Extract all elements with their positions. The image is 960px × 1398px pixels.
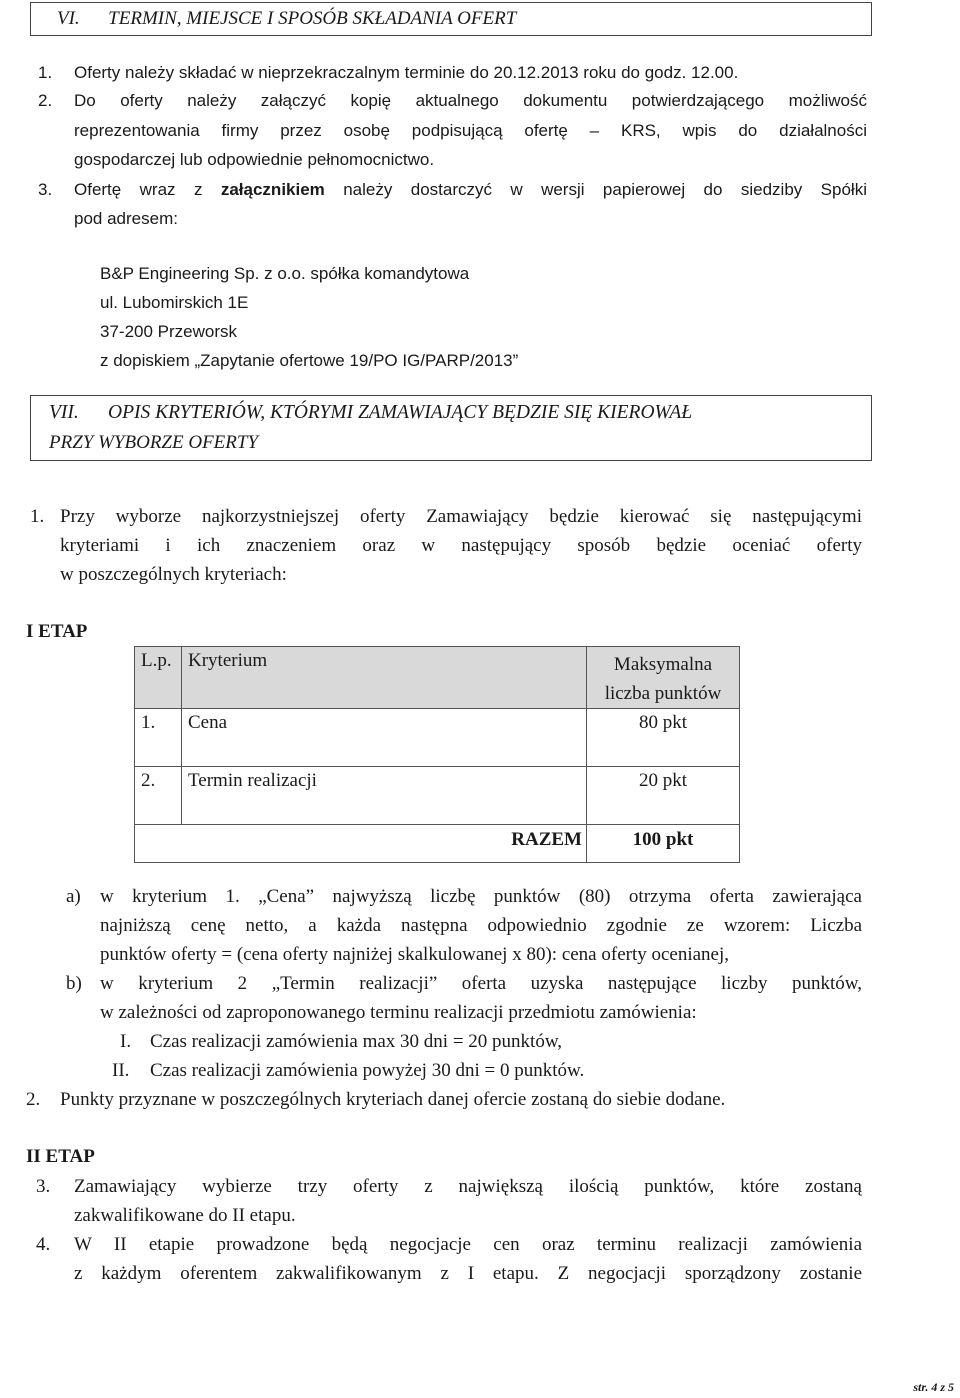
para-1-line-1: Przy wyborze najkorzystniejszej oferty Zamawiający będzie kierować się następującymi <box>60 506 862 527</box>
table-total-row <box>135 825 740 863</box>
point-a-line-3: punktów oferty = (cena oferty najniżej skalkulowanej x 80): cena oferty ocenianej, <box>100 944 730 965</box>
address-line-3: 37-200 Przeworsk <box>100 322 238 341</box>
item-3-text-bold: załącznikiem <box>220 180 325 199</box>
item-2-line-1: Do oferty należy załączyć kopię aktualnego dokumentu potwierdzającego możliwość <box>74 91 867 110</box>
header-kryterium: Kryterium <box>182 647 587 709</box>
row-points: 20 pkt <box>587 767 740 825</box>
table-row <box>135 767 740 825</box>
para-2-text: Punkty przyznane w poszczególnych kryteriach danej ofercie zostaną do siebie dodane. <box>60 1089 726 1110</box>
address-line-4: z dopiskiem „Zapytanie ofertowe 19/PO IG/PARP/2013” <box>100 351 519 370</box>
item-3-line-1 <box>74 180 867 200</box>
para-2-number: 2. <box>26 1089 41 1110</box>
subpoint-ii-text: Czas realizacji zamówienia powyżej 30 dni = 0 punktów. <box>150 1060 585 1081</box>
item-1-text: Oferty należy składać w nieprzekraczalnym terminie do 20.12.2013 roku do godz. 12.00. <box>74 63 739 82</box>
para-3-line-1: Zamawiający wybierze trzy oferty z największą ilością punktów, które zostaną <box>74 1176 862 1197</box>
total-points: 100 pkt <box>587 825 740 863</box>
point-b-line-2: w zależności od zaproponowanego terminu realizacji przedmiotu zamówienia: <box>100 1002 697 1023</box>
para-1-line-3: w poszczególnych kryteriach: <box>60 564 287 585</box>
subpoint-ii-label: II. <box>112 1060 130 1081</box>
section-7-heading-line-1: VII. OPIS KRYTERIÓW, KTÓRYMI ZAMAWIAJĄCY BĘDZIE SIĘ KIEROWAŁ <box>49 402 693 423</box>
section-6-heading: VI. TERMIN, MIEJSCE I SPOSÓB SKŁADANIA OFERT <box>57 8 517 29</box>
total-label: RAZEM <box>135 825 587 863</box>
para-4-line-1: W II etapie prowadzone będą negocjacje cen oraz terminu realizacji zamówienia <box>74 1234 862 1255</box>
subpoint-i-text: Czas realizacji zamówienia max 30 dni = 20 punktów, <box>150 1031 563 1052</box>
para-1-line-2: kryteriami i ich znaczeniem oraz w następujący sposób będzie oceniać oferty <box>60 535 862 556</box>
address-line-1: B&P Engineering Sp. z o.o. spółka komandytowa <box>100 264 470 283</box>
para-3-line-2: zakwalifikowane do II etapu. <box>74 1205 296 1226</box>
header-lp: L.p. <box>135 647 182 709</box>
point-a-line-2: najniższą cenę netto, a każda następna odpowiednio zgodnie ze wzorem: Liczba <box>100 915 862 936</box>
item-1-number: 1. <box>38 63 53 82</box>
point-b-line-1: w kryterium 2 „Termin realizacji” oferta uzyska następujące liczby punktów, <box>100 973 862 994</box>
etap-2-label: II ETAP <box>26 1146 95 1167</box>
row-name: Termin realizacji <box>182 767 587 825</box>
subpoint-i-label: I. <box>120 1031 132 1052</box>
page-number: str. 4 z 5 <box>913 1380 954 1394</box>
header-max-line-2: liczba punktów <box>604 683 722 704</box>
para-4-number: 4. <box>36 1234 51 1255</box>
row-name: Cena <box>182 709 587 767</box>
row-lp: 2. <box>135 767 182 825</box>
address-line-2: ul. Lubomirskich 1E <box>100 293 249 312</box>
table-header-row <box>135 647 740 709</box>
row-points: 80 pkt <box>587 709 740 767</box>
item-3-text-a: Ofertę wraz z <box>74 180 221 199</box>
criteria-table <box>134 646 740 863</box>
section-7-heading-box <box>30 395 872 461</box>
item-2-line-2: reprezentowania firmy przez osobę podpisującą ofertę – KRS, wpis do działalności <box>74 121 867 140</box>
row-lp: 1. <box>135 709 182 767</box>
table-row <box>135 709 740 767</box>
section-6-heading-box <box>30 2 872 36</box>
etap-1-label: I ETAP <box>26 621 88 642</box>
item-3-number: 3. <box>38 180 53 199</box>
item-3-line-2: pod adresem: <box>74 209 178 228</box>
item-2-line-3: gospodarczej lub odpowiednie pełnomocnictwo. <box>74 150 435 169</box>
point-a-line-1: w kryterium 1. „Cena” najwyższą liczbę punktów (80) otrzyma oferta zawierająca <box>100 886 862 907</box>
para-1-number: 1. <box>30 506 45 527</box>
header-max-line-1: Maksymalna <box>613 654 713 675</box>
point-a-label: a) <box>66 886 81 907</box>
item-3-text-c: należy dostarczyć w wersji papierowej do siedziby Spółki <box>324 180 867 199</box>
para-4-line-2: z każdym oferentem zakwalifikowanym z I etapu. Z negocjacji sporządzony zostanie <box>74 1263 862 1284</box>
item-2-number: 2. <box>38 91 53 110</box>
header-max-points <box>587 647 740 709</box>
section-7-heading-line-2: PRZY WYBORZE OFERTY <box>49 432 259 453</box>
para-3-number: 3. <box>36 1176 51 1197</box>
point-b-label: b) <box>66 973 82 994</box>
